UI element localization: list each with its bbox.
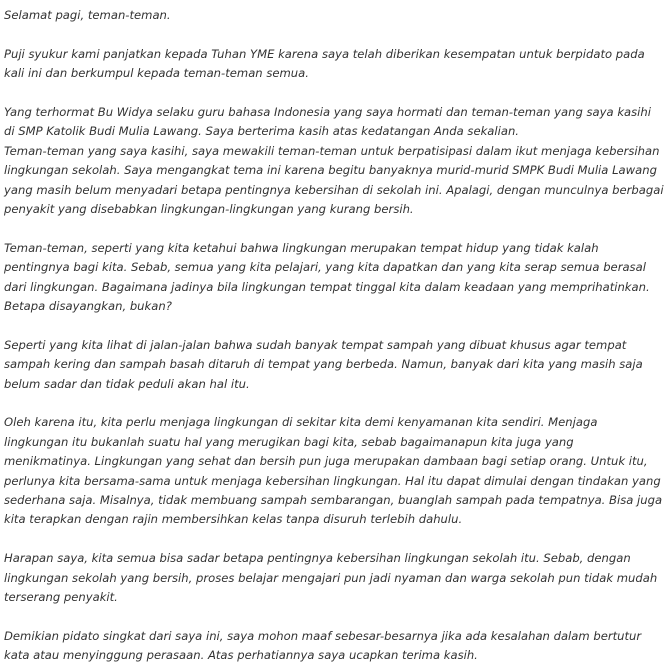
gratitude-paragraph: Puji syukur kami panjatkan kepada Tuhan YME karena saya telah diberikan kesempatan untuk berpidato pada kali ini dan berkumpul kepada teman-teman semua.	[4, 46, 645, 81]
closing-paragraph: Demikian pidato singkat dari saya ini, saya mohon maaf sebesar-besarnya jika ada kesalahan dalam bertutur kata atau menyinggung perasaan. Atas perhatiannya saya ucapkan terima kasih.	[4, 628, 642, 663]
hope-paragraph: Harapan saya, kita semua bisa sadar betapa pentingnya kebersihan lingkungan sekolah itu. Sebab, dengan lingkungan sekolah yang bersih, proses belajar mengajari pun jadi nyaman dan warga sekolah pun tidak mudah terserang penyakit.	[4, 551, 658, 605]
call-to-action-paragraph: Oleh karena itu, kita perlu menjaga lingkungan di sekitar kita demi kenyamanan kita sendiri. Menjaga lingkungan itu bukanlah suatu hal yang merugikan bagi kita, sebab bagaimanapun kita juga yang menikmatinya. Lingkungan yang sehat dan bersih pun juga merupakan dambaan bagi setiap orang. Untuk itu, perlunya kita bersama-sama untuk menjaga kebersihan lingkungan. Hal itu dapat dimulai dengan tindakan yang sederhana saja. Misalnya, tidak membuang sampah sembarangan, buanglah sampah pada tempatnya. Bisa juga kita terapkan dengan rajin membersihkan kelas tanpa disuruh terlebih dahulu.	[4, 415, 663, 527]
greeting-paragraph: Selamat pagi, teman-teman.	[4, 8, 171, 22]
trash-bins-paragraph: Seperti yang kita lihat di jalan-jalan bahwa sudah banyak tempat sampah yang dibuat khusus agar tempat sampah kering dan sampah basah ditaruh di tempat yang berbeda. Namun, banyak dari kita yang masih saja belum sadar dan tidak peduli akan hal itu.	[4, 337, 643, 391]
environment-importance-paragraph: Teman-teman, seperti yang kita ketahui bahwa lingkungan merupakan tempat hidup yang tidak kalah pentingnya bagi kita. Sebab, semua yang kita pelajari, yang kita dapatkan dan yang kita serap semua berasal dari lingkungan. Bagaimana jadinya bila lingkungan tempat tinggal kita dalam keadaan yang memprihatinkan. Betapa disayangkan, bukan?	[4, 240, 650, 314]
salutation-paragraph: Yang terhormat Bu Widya selaku guru bahasa Indonesia yang saya hormati dan teman-teman yang saya kasihi di SMP Katolik Budi Mulia Lawang. Saya berterima kasih atas kedatangan Anda sekalian.	[4, 105, 651, 139]
theme-paragraph: Teman-teman yang saya kasihi, saya mewakili teman-teman untuk berpatisipasi dalam ikut menjaga kebersihan lingkungan sekolah. Saya mengangkat tema ini karena begitu banyaknya murid-murid SMPK Budi Mulia Lawang yang masih belum menyadari betapa pentingnya kebersihan di sekolah ini. Apalagi, dengan munculnya berbagai penyakit yang disebabkan lingkungan-lingkungan yang kurang bersih.	[4, 143, 664, 217]
